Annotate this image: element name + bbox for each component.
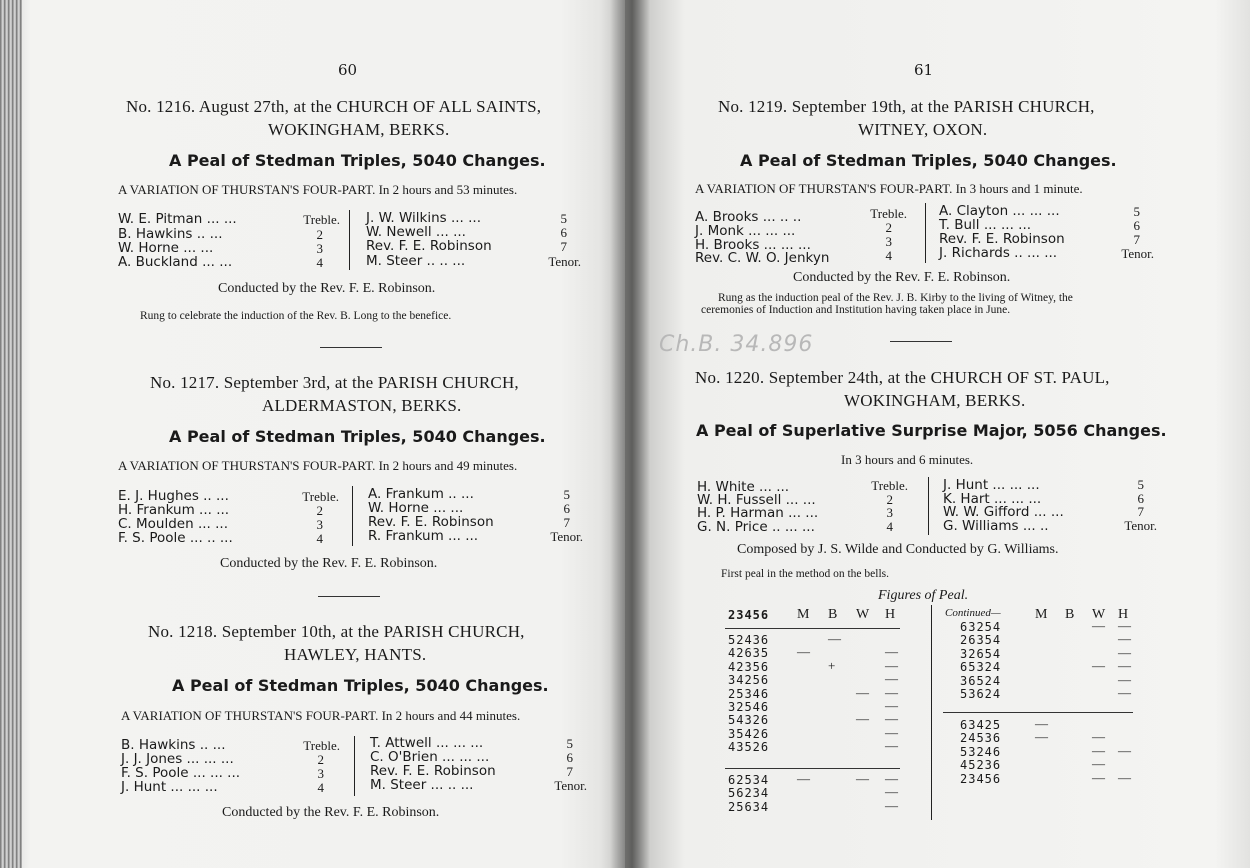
ringer-name: J. Richards .. ... ... bbox=[939, 245, 1058, 261]
figures-call-h: — bbox=[1118, 769, 1131, 785]
ringer-bell: Tenor. bbox=[1121, 246, 1154, 261]
peal-variation: A VARIATION OF THURSTAN'S FOUR-PART. In 2 hours and 44 minutes. bbox=[121, 708, 521, 723]
ringer-bell: 5 bbox=[1133, 204, 1140, 219]
ringer-name: A. Buckland ... ... bbox=[118, 254, 233, 270]
figures-rule bbox=[725, 628, 900, 629]
ringer-name: F. S. Poole ... .. ... bbox=[118, 530, 233, 546]
figures-row: 43526 bbox=[728, 740, 770, 755]
peal-heading: No. 1217. September 3rd, at the PARISH CHURCH, bbox=[150, 373, 519, 392]
conducted-by: Conducted by the Rev. F. E. Robinson. bbox=[220, 556, 438, 571]
ringer-bell: Treble. bbox=[871, 478, 908, 493]
figures-call-w: — bbox=[1092, 658, 1105, 674]
figures-row: 32546 bbox=[728, 700, 770, 714]
ringer-bell: Tenor. bbox=[554, 778, 587, 793]
peal-heading: No. 1219. September 19th, at the PARISH CHURCH, bbox=[718, 97, 1095, 116]
ringer-bell: Treble. bbox=[303, 212, 340, 227]
ringer-name: J. Hunt ... ... ... bbox=[121, 779, 218, 795]
figures-row: 36524 bbox=[960, 673, 1002, 688]
section-divider bbox=[318, 596, 380, 597]
figures-row: 35426 bbox=[728, 726, 770, 741]
ringer-bell: 6 bbox=[566, 750, 573, 765]
figures-call-b: — bbox=[828, 631, 841, 646]
figures-call-m: — bbox=[1035, 716, 1048, 731]
ringer-name: A. Clayton ... ... ... bbox=[939, 203, 1060, 219]
figures-row: 53246 bbox=[960, 744, 1002, 759]
ringer-bell: 3 bbox=[886, 505, 893, 520]
ringer-name: H. White ... ... bbox=[697, 479, 790, 495]
peal-variation: A VARIATION OF THURSTAN'S FOUR-PART. In 2 hours and 49 minutes. bbox=[118, 458, 518, 473]
figures-row: 42635 bbox=[728, 646, 770, 661]
ringer-name: F. S. Poole ... ... ... bbox=[121, 765, 241, 781]
figures-call-h: — bbox=[885, 771, 898, 786]
ringer-divider bbox=[354, 736, 355, 796]
ringer-bell: 4 bbox=[316, 255, 323, 270]
figures-call-h: — bbox=[1118, 671, 1131, 687]
peal-location: WOKINGHAM, BERKS. bbox=[844, 391, 1026, 410]
conducted-by: Conducted by the Rev. F. E. Robinson. bbox=[218, 281, 436, 296]
peal-duration: In 3 hours and 6 minutes. bbox=[841, 452, 974, 467]
figures-call-h: — bbox=[885, 738, 898, 754]
figures-call-h: — bbox=[885, 644, 898, 660]
ringer-bell: Treble. bbox=[303, 738, 340, 753]
peal-note: ceremonies of Induction and Institution having taken place in June. bbox=[701, 304, 1011, 316]
ringer-name: Rev. F. E. Robinson bbox=[939, 231, 1065, 247]
figures-call-b: + bbox=[828, 657, 836, 673]
conducted-by: Conducted by the Rev. F. E. Robinson. bbox=[793, 270, 1011, 285]
ringer-bell: 6 bbox=[560, 225, 567, 240]
figures-header: M bbox=[1035, 607, 1048, 622]
ringer-name: W. E. Pitman ... ... bbox=[118, 211, 237, 227]
peal-variation: A VARIATION OF THURSTAN'S FOUR-PART. In 2 hours and 53 minutes. bbox=[118, 182, 518, 197]
ringer-bell: 2 bbox=[885, 220, 892, 235]
ringer-name: Rev. C. W. O. Jenkyn bbox=[695, 250, 830, 266]
ringer-name: W. W. Gifford ... ... bbox=[943, 504, 1064, 520]
figures-call-w: — bbox=[1092, 769, 1105, 785]
figures-row: 63254 bbox=[960, 620, 1002, 634]
ringer-bell: 3 bbox=[317, 766, 324, 781]
figures-row: 62534 bbox=[728, 773, 770, 787]
ringer-name: H. Brooks ... ... ... bbox=[695, 237, 811, 253]
ringer-bell: 4 bbox=[885, 248, 892, 263]
figures-header: B bbox=[828, 607, 838, 622]
figures-call-w: — bbox=[856, 771, 869, 786]
ringer-bell: Treble. bbox=[870, 206, 907, 221]
figures-call-h: — bbox=[885, 724, 898, 740]
ringer-name: B. Hawkins .. ... bbox=[118, 226, 223, 242]
ringer-bell: 7 bbox=[1137, 504, 1144, 519]
figures-row: 25634 bbox=[728, 799, 770, 814]
figures-row: 32654 bbox=[960, 646, 1002, 661]
figures-header: H bbox=[885, 607, 896, 622]
page-number: 61 bbox=[914, 61, 934, 79]
figures-header: W bbox=[856, 607, 870, 622]
figures-call-h: — bbox=[885, 671, 898, 687]
figures-title: Figures of Peal. bbox=[878, 588, 969, 603]
ringer-name: Rev. F. E. Robinson bbox=[368, 514, 494, 530]
ringer-bell: 5 bbox=[560, 211, 567, 226]
ringer-bell: 2 bbox=[317, 752, 324, 767]
ringer-divider bbox=[352, 486, 353, 546]
section-divider bbox=[890, 341, 952, 342]
figures-call-w: — bbox=[1092, 618, 1105, 633]
ringer-name: H. Frankum ... ... bbox=[118, 502, 230, 518]
ringer-name: Rev. F. E. Robinson bbox=[366, 238, 492, 254]
section-divider bbox=[320, 347, 382, 348]
figures-call-h: — bbox=[1118, 631, 1131, 647]
figures-call-h: — bbox=[1118, 644, 1131, 660]
ringer-divider bbox=[928, 477, 929, 535]
peal-heading: No. 1216. August 27th, at the CHURCH OF ALL SAINTS, bbox=[126, 97, 542, 116]
peal-heading: No. 1218. September 10th, at the PARISH CHURCH, bbox=[148, 622, 525, 641]
peal-location: WOKINGHAM, BERKS. bbox=[268, 120, 450, 139]
figures-call-w: — bbox=[1092, 729, 1105, 745]
ringer-name: G. Williams ... .. bbox=[943, 518, 1049, 534]
ringer-name: J. J. Jones ... ... ... bbox=[121, 751, 234, 767]
ringer-bell: 3 bbox=[316, 241, 323, 256]
figures-call-m: — bbox=[797, 644, 810, 660]
ringer-bell: Tenor. bbox=[1124, 518, 1157, 533]
peal-note: First peal in the method on the bells. bbox=[721, 568, 890, 580]
peal-location: HAWLEY, HANTS. bbox=[284, 645, 427, 664]
figures-call-m: — bbox=[1035, 729, 1048, 745]
figures-call-w: — bbox=[1092, 742, 1105, 758]
ringer-bell: Tenor. bbox=[548, 254, 581, 269]
ringer-bell: 4 bbox=[316, 531, 323, 546]
peal-variation: A VARIATION OF THURSTAN'S FOUR-PART. In 3 hours and 1 minute. bbox=[695, 181, 1083, 196]
figures-row: 25346 bbox=[728, 686, 770, 701]
ringer-name: J. Hunt ... ... ... bbox=[943, 477, 1040, 493]
ringer-bell: 5 bbox=[566, 736, 573, 751]
figures-header: B bbox=[1065, 607, 1075, 622]
ringer-bell: 7 bbox=[563, 515, 570, 530]
ringer-bell: 6 bbox=[1133, 218, 1140, 233]
peal-title: A Peal of Stedman Triples, 5040 Changes. bbox=[172, 676, 549, 695]
ringer-name: E. J. Hughes .. ... bbox=[118, 488, 229, 504]
figures-call-h: — bbox=[885, 784, 898, 800]
handwritten-shelfmark: Ch.B. 34.896 bbox=[659, 332, 814, 357]
ringer-name: J. Monk ... ... ... bbox=[695, 223, 796, 239]
figures-divider bbox=[931, 605, 932, 820]
figures-header: 23456 bbox=[728, 608, 770, 622]
figures-call-h: — bbox=[1118, 658, 1131, 674]
ringer-bell: 6 bbox=[563, 501, 570, 516]
ringer-bell: 7 bbox=[566, 764, 573, 779]
ringer-bell: Tenor. bbox=[550, 529, 583, 544]
figures-row: 53624 bbox=[960, 687, 1002, 701]
peal-note: Rung to celebrate the induction of the Rev. B. Long to the benefice. bbox=[140, 310, 452, 322]
ringer-name: W. Newell ... ... bbox=[366, 224, 466, 240]
peal-location: WITNEY, OXON. bbox=[858, 120, 988, 139]
conducted-by: Conducted by the Rev. F. E. Robinson. bbox=[222, 805, 440, 820]
ringer-bell: 5 bbox=[1137, 477, 1144, 492]
ringer-name: J. W. Wilkins ... ... bbox=[366, 210, 481, 226]
peal-location: ALDERMASTON, BERKS. bbox=[262, 396, 462, 415]
ringer-name: M. Steer .. .. ... bbox=[366, 253, 466, 269]
ringer-name: W. Horne ... ... bbox=[118, 240, 214, 256]
figures-header: H bbox=[1118, 607, 1129, 622]
figures-rule bbox=[725, 768, 900, 769]
figures-call-w: — bbox=[856, 711, 869, 727]
peal-note: Rung as the induction peal of the Rev. J. B. Kirby to the living of Witney, the bbox=[718, 292, 1073, 304]
figures-call-h: — bbox=[1118, 685, 1131, 700]
figures-call-h: — bbox=[885, 657, 898, 673]
ringer-bell: 3 bbox=[885, 234, 892, 249]
figures-row: 63425 bbox=[960, 718, 1002, 732]
figures-row: 56234 bbox=[728, 786, 770, 801]
ringer-bell: Treble. bbox=[302, 489, 339, 504]
figures-header: Continued— bbox=[945, 607, 1001, 619]
ringer-bell: 2 bbox=[316, 227, 323, 242]
figures-call-w: — bbox=[856, 684, 869, 700]
figures-row: 45236 bbox=[960, 758, 1002, 773]
composed-by: Composed by J. S. Wilde and Conducted by G. Williams. bbox=[737, 542, 1059, 557]
figures-call-h: — bbox=[1118, 618, 1131, 633]
figures-header: M bbox=[797, 607, 810, 622]
ringer-name: H. P. Harman ... ... bbox=[697, 505, 819, 521]
figures-row: 42356 bbox=[728, 659, 770, 674]
figures-call-m: — bbox=[797, 771, 810, 786]
ringer-bell: 4 bbox=[317, 780, 324, 795]
figures-call-h: — bbox=[885, 711, 898, 727]
page-number: 60 bbox=[338, 61, 358, 79]
figures-row: 52436 bbox=[728, 633, 770, 647]
ringer-name: C. Moulden ... ... bbox=[118, 516, 228, 532]
figures-call-h: — bbox=[885, 797, 898, 813]
right-page bbox=[625, 0, 1250, 868]
ringer-name: A. Brooks ... .. .. bbox=[695, 209, 802, 225]
peal-title: A Peal of Stedman Triples, 5040 Changes. bbox=[740, 151, 1117, 170]
figures-call-h: — bbox=[885, 684, 898, 700]
ringer-name: W. Horne ... ... bbox=[368, 500, 464, 516]
figures-call-w: — bbox=[1092, 756, 1105, 772]
ringer-name: T. Bull ... ... ... bbox=[939, 217, 1032, 233]
ringer-name: Rev. F. E. Robinson bbox=[370, 763, 496, 779]
ringer-bell: 7 bbox=[560, 239, 567, 254]
peal-title: A Peal of Stedman Triples, 5040 Changes. bbox=[169, 151, 546, 170]
ringer-name: R. Frankum ... ... bbox=[368, 528, 479, 544]
figures-row: 54326 bbox=[728, 713, 770, 728]
ringer-divider bbox=[349, 210, 350, 270]
figures-header: W bbox=[1092, 607, 1106, 622]
peal-heading: No. 1220. September 24th, at the CHURCH OF ST. PAUL, bbox=[695, 368, 1110, 387]
ringer-bell: 2 bbox=[886, 492, 893, 507]
page-edges bbox=[0, 0, 22, 868]
figures-row: 34256 bbox=[728, 673, 770, 688]
figures-rule bbox=[943, 712, 1133, 713]
figures-row: 23456 bbox=[960, 771, 1002, 786]
ringer-name: W. H. Fussell ... ... bbox=[697, 492, 816, 508]
ringer-bell: 6 bbox=[1137, 491, 1144, 506]
ringer-name: B. Hawkins .. ... bbox=[121, 737, 226, 753]
figures-call-h: — bbox=[1118, 742, 1131, 758]
ringer-name: T. Attwell ... ... ... bbox=[370, 735, 484, 751]
ringer-bell: 2 bbox=[316, 503, 323, 518]
ringer-name: K. Hart ... ... ... bbox=[943, 491, 1042, 507]
ringer-divider bbox=[925, 203, 926, 263]
ringer-name: A. Frankum .. ... bbox=[368, 486, 474, 502]
figures-row: 24536 bbox=[960, 731, 1002, 746]
ringer-bell: 3 bbox=[316, 517, 323, 532]
ringer-bell: 5 bbox=[563, 487, 570, 502]
figures-call-h: — bbox=[885, 698, 898, 713]
ringer-bell: 4 bbox=[886, 519, 893, 534]
ringer-name: C. O'Brien ... ... ... bbox=[370, 749, 490, 765]
ringer-name: M. Steer ... .. ... bbox=[370, 777, 474, 793]
peal-title: A Peal of Stedman Triples, 5040 Changes. bbox=[169, 427, 546, 446]
figures-row: 65324 bbox=[960, 660, 1002, 675]
ringer-bell: 7 bbox=[1133, 232, 1140, 247]
figures-row: 26354 bbox=[960, 633, 1002, 648]
peal-title: A Peal of Superlative Surprise Major, 5056 Changes. bbox=[696, 421, 1167, 440]
ringer-name: G. N. Price .. ... ... bbox=[697, 519, 815, 535]
